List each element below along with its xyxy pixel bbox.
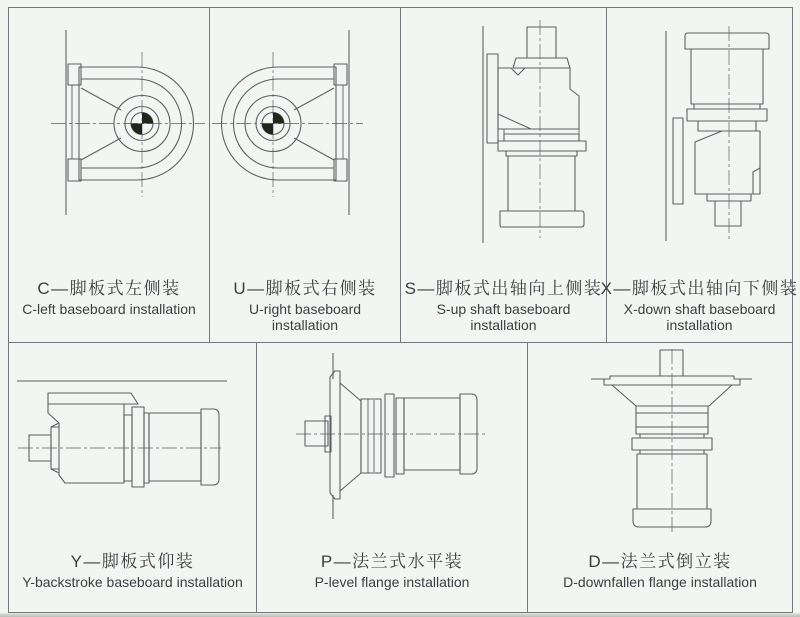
panel-x-label-zh: X—脚板式出轴向下侧装	[600, 279, 799, 298]
panel-p-level-flange	[257, 343, 528, 612]
wall-bracket	[487, 54, 498, 143]
gearbox-housing	[340, 383, 381, 491]
panel-d-downfallen-flange	[528, 343, 792, 612]
motor-flange	[124, 407, 149, 487]
panel-u-label-en: U-right baseboard installation	[248, 301, 362, 334]
panel-p-label-en: P-level flange installation	[314, 574, 470, 591]
panel-c-label-en: C-left baseboard installation	[22, 301, 196, 318]
gearbox-housing	[498, 58, 579, 129]
scan-edge-shadow	[0, 613, 800, 617]
panel-u-label-zh: U—脚板式右侧装	[233, 279, 377, 298]
p-level-flange-installation-drawing	[257, 343, 528, 552]
panel-p-label-zh: P—法兰式水平装	[320, 552, 464, 571]
y-backstroke-installation-drawing	[9, 343, 257, 552]
panel-s-label-en: S-up shaft baseboard installation	[436, 301, 571, 334]
motor-body	[149, 409, 219, 485]
panel-u-right-baseboard	[210, 8, 401, 343]
panel-c-label-zh: C—脚板式左侧装	[37, 279, 181, 298]
panel-y-label-zh: Y—脚板式仰装	[70, 552, 195, 571]
center-lines	[212, 52, 363, 197]
panel-d-label-en: D-downfallen flange installation	[563, 574, 757, 591]
motor-flange	[498, 129, 586, 156]
installation-diagram-grid	[8, 7, 799, 613]
panel-d-label-zh: D—法兰式倒立装	[588, 552, 732, 571]
s-up-shaft-installation-drawing	[401, 8, 607, 279]
panel-x-down-shaft	[600, 8, 799, 343]
panel-y-label-en: Y-backstroke baseboard installation	[22, 574, 243, 591]
gearbox-housing	[695, 131, 760, 194]
panel-x-label-en: X-down shaft baseboard installation	[623, 301, 776, 334]
wall-bracket	[673, 118, 683, 204]
panel-y-backstroke	[9, 343, 257, 612]
u-right-installation-drawing	[210, 8, 401, 279]
output-shaft	[527, 27, 556, 58]
panel-s-label-zh: S—脚板式出轴向上侧装	[404, 279, 603, 298]
motor-flange	[687, 109, 767, 131]
motor-body	[685, 33, 769, 109]
panel-c-left-baseboard	[9, 8, 210, 343]
motor-flange	[385, 394, 404, 477]
c-left-installation-drawing	[9, 8, 210, 279]
x-down-shaft-installation-drawing	[607, 8, 792, 279]
output-shaft	[660, 350, 683, 376]
motor-body	[500, 156, 584, 227]
panel-s-up-shaft	[401, 8, 607, 343]
d-downfallen-flange-installation-drawing	[528, 343, 792, 552]
